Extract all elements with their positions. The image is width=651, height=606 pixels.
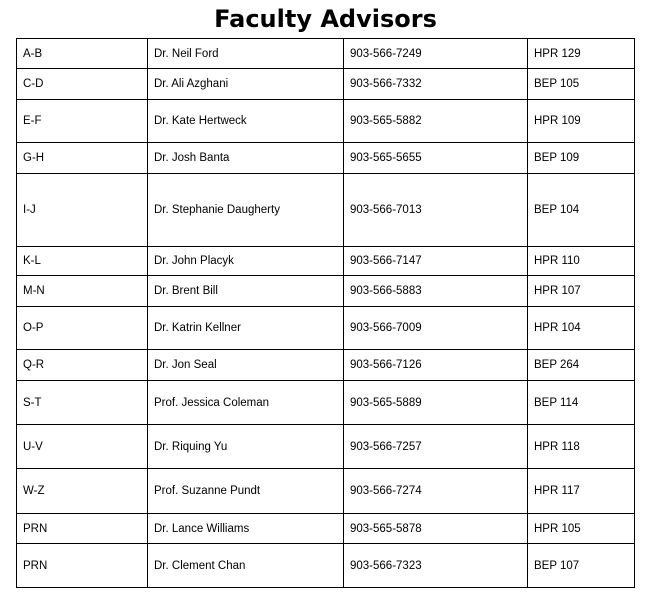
table-row: [17, 247, 635, 276]
phone-cell: 903-566-7332: [344, 69, 528, 100]
phone-cell: 903-566-7009: [344, 307, 528, 350]
table-row: [17, 69, 635, 100]
office-cell: HPR 117: [528, 469, 635, 514]
advisors-table: [16, 38, 635, 588]
advisor-name-cell: Dr. Stephanie Daugherty: [148, 174, 344, 247]
office-cell: HPR 109: [528, 100, 635, 143]
name-range-cell: U-V: [17, 425, 148, 469]
office-cell: HPR 104: [528, 307, 635, 350]
advisor-name-cell: Dr. Lance Williams: [148, 514, 344, 544]
advisor-name-cell: Dr. Riquing Yu: [148, 425, 344, 469]
office-cell: HPR 118: [528, 425, 635, 469]
phone-cell: 903-566-7126: [344, 350, 528, 381]
advisor-name-cell: Dr. Kate Hertweck: [148, 100, 344, 143]
phone-cell: 903-565-5878: [344, 514, 528, 544]
phone-cell: 903-566-5883: [344, 276, 528, 307]
table-row: [17, 143, 635, 174]
table-row: [17, 514, 635, 544]
advisor-name-cell: Dr. Josh Banta: [148, 143, 344, 174]
advisor-name-cell: Dr. John Placyk: [148, 247, 344, 276]
table-row: [17, 307, 635, 350]
table-row: [17, 469, 635, 514]
office-cell: HPR 107: [528, 276, 635, 307]
name-range-cell: PRN: [17, 544, 148, 588]
office-cell: BEP 107: [528, 544, 635, 588]
office-cell: HPR 105: [528, 514, 635, 544]
name-range-cell: C-D: [17, 69, 148, 100]
page-title: Faculty Advisors: [214, 5, 437, 33]
advisor-name-cell: Dr. Jon Seal: [148, 350, 344, 381]
phone-cell: 903-566-7323: [344, 544, 528, 588]
phone-cell: 903-565-5882: [344, 100, 528, 143]
table-row: [17, 381, 635, 425]
phone-cell: 903-566-7249: [344, 39, 528, 69]
table-row: [17, 276, 635, 307]
name-range-cell: M-N: [17, 276, 148, 307]
office-cell: BEP 105: [528, 69, 635, 100]
name-range-cell: Q-R: [17, 350, 148, 381]
name-range-cell: E-F: [17, 100, 148, 143]
phone-cell: 903-566-7013: [344, 174, 528, 247]
name-range-cell: W-Z: [17, 469, 148, 514]
phone-cell: 903-565-5655: [344, 143, 528, 174]
office-cell: HPR 129: [528, 39, 635, 69]
advisor-name-cell: Prof. Suzanne Pundt: [148, 469, 344, 514]
name-range-cell: S-T: [17, 381, 148, 425]
table-row: [17, 174, 635, 247]
advisor-name-cell: Dr. Neil Ford: [148, 39, 344, 69]
office-cell: BEP 109: [528, 143, 635, 174]
advisor-name-cell: Dr. Katrin Kellner: [148, 307, 344, 350]
name-range-cell: O-P: [17, 307, 148, 350]
name-range-cell: PRN: [17, 514, 148, 544]
phone-cell: 903-566-7147: [344, 247, 528, 276]
advisor-name-cell: Dr. Clement Chan: [148, 544, 344, 588]
table-row: [17, 544, 635, 588]
table-row: [17, 100, 635, 143]
phone-cell: 903-566-7257: [344, 425, 528, 469]
name-range-cell: A-B: [17, 39, 148, 69]
advisor-name-cell: Dr. Brent Bill: [148, 276, 344, 307]
table-row: [17, 425, 635, 469]
name-range-cell: G-H: [17, 143, 148, 174]
office-cell: BEP 264: [528, 350, 635, 381]
table-row: [17, 350, 635, 381]
advisor-name-cell: Prof. Jessica Coleman: [148, 381, 344, 425]
name-range-cell: I-J: [17, 174, 148, 247]
office-cell: BEP 104: [528, 174, 635, 247]
phone-cell: 903-565-5889: [344, 381, 528, 425]
phone-cell: 903-566-7274: [344, 469, 528, 514]
office-cell: HPR 110: [528, 247, 635, 276]
table-row: [17, 39, 635, 69]
office-cell: BEP 114: [528, 381, 635, 425]
name-range-cell: K-L: [17, 247, 148, 276]
advisor-name-cell: Dr. Ali Azghani: [148, 69, 344, 100]
